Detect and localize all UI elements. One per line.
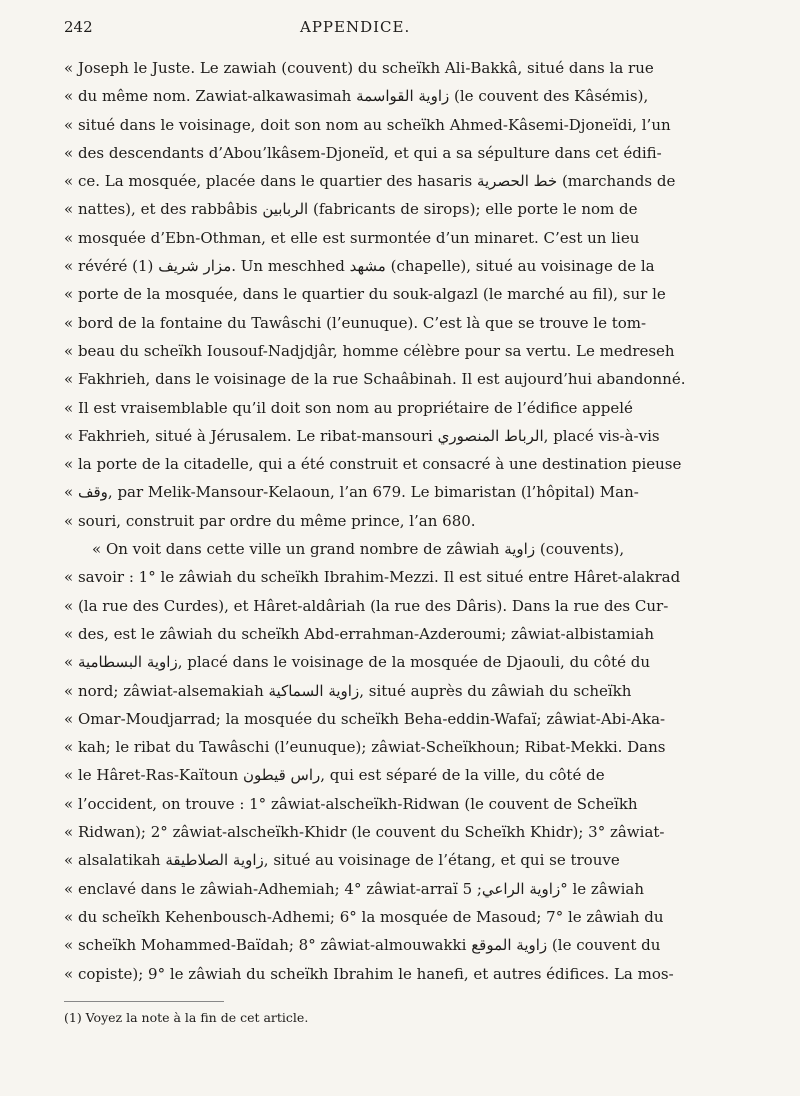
text-line: « beau du scheïkh Iousouf-Nadjdjâr, homme célèbre pour sa vertu. Le medreseh <box>64 341 675 360</box>
text-line: « bord de la fontaine du Tawâschi (l’eunuque). C’est là que se trouve le tom- <box>64 313 647 332</box>
text-line: « situé dans le voisinage, doit son nom au scheïkh Ahmed-Kâsemi-Djoneïdi, l’un <box>64 115 671 134</box>
text-line: « زاوية البسطامية, placé dans le voisinage de la mosquée de Djaouli, du côté du <box>64 653 650 672</box>
text-line: « l’occident, on trouve : 1° zâwiat-alscheïkh-Ridwan (le couvent de Scheïkh <box>64 794 638 813</box>
footnote-divider <box>64 1001 224 1002</box>
text-line: « des descendants d’Abou’lkâsem-Djoneïd, et qui a sa sépulture dans cet édifi- <box>64 143 662 162</box>
text-line: « Joseph le Juste. Le zawiah (couvent) du scheïkh Ali-Bakkâ, situé dans la rue <box>64 59 654 77</box>
text-line: « kah; le ribat du Tawâschi (l’eunuque); zâwiat-Scheïkhoun; Ribat-Mekki. Dans <box>64 738 666 757</box>
text-line: « وقف, par Melik-Mansour-Kelaoun, l’an 679. Le bimaristan (l’hôpital) Man- <box>64 483 639 502</box>
text-line: « Omar-Moudjarrad; la mosquée du scheïkh Beha-eddin-Wafaï; zâwiat-Abi-Aka- <box>64 709 666 728</box>
text-line: « mosquée d’Ebn-Othman, et elle est surmontée d’un minaret. C’est un lieu <box>64 228 640 247</box>
running-head: APPENDICE. <box>300 18 411 36</box>
text-line: « du scheïkh Kehenbousch-Adhemi; 6° la mosquée de Masoud; 7° le zâwiah du <box>64 907 664 926</box>
text-line: « le Hâret-Ras-Kaïtoun راس قيطون, qui est séparé de la ville, du côté de <box>64 766 605 785</box>
text-line: « scheïkh Mohammed-Baïdah; 8° zâwiat-almouwakki زاوية الموقع (le couvent du <box>64 936 661 955</box>
text-line: « nattes), et des rabbâbis الربابين (fabricants de sirops); elle porte le nom de <box>64 200 638 219</box>
body-text <box>64 54 754 988</box>
text-line: « savoir : 1° le zâwiah du scheïkh Ibrahim-Mezzi. Il est situé entre Hâret-alakrad <box>64 568 681 587</box>
text-line: « Ridwan); 2° zâwiat-alscheïkh-Khidr (le couvent du Scheïkh Khidr); 3° zâwiat- <box>64 823 665 842</box>
text-line: « alsalatikah زاوية الصلاطيقة, situé au voisinage de l’étang, et qui se trouve <box>64 851 620 870</box>
page-number: 242 <box>64 18 93 36</box>
text-line: « On voit dans cette ville un grand nombre de zâwiah زاوية (couvents), <box>92 540 625 559</box>
text-line: « des, est le zâwiah du scheïkh Abd-errahman-Azderoumi; zâwiat-albistamiah <box>64 624 655 643</box>
page-header <box>64 18 744 42</box>
text-line: « copiste); 9° le zâwiah du scheïkh Ibrahim le hanefi, et autres édifices. La mos- <box>64 964 674 983</box>
text-line: « révéré (1) مزار شريف. Un meschhed مشهد (chapelle), situé au voisinage de la <box>64 257 655 276</box>
footnote: (1) Voyez la note à la fin de cet article. <box>64 1010 309 1025</box>
text-line: « (la rue des Curdes), et Hâret-aldâriah (la rue des Dâris). Dans la rue des Cur- <box>64 596 669 615</box>
text-line: « souri, construit par ordre du même prince, l’an 680. <box>64 511 476 530</box>
text-line: « nord; zâwiat-alsemakiah زاوية السماكية, situé auprès du zâwiah du scheïkh <box>64 681 632 700</box>
text-line: « Fakhrieh, dans le voisinage de la rue Schaâbinah. Il est aujourd’hui abandonné. <box>64 370 686 389</box>
text-line: « ce. La mosquée, placée dans le quartier des hasaris خط الحصرية (marchands de <box>64 172 676 191</box>
text-line: « Fakhrieh, situé à Jérusalem. Le ribat-mansouri الرباط المنصوري, placé vis-à-vis <box>64 426 660 445</box>
text-line: « enclavé dans le zâwiah-Adhemiah; 4° zâwiat-arraï زاوية الراعي; 5° le zâwiah <box>64 879 645 898</box>
text-line: « la porte de la citadelle, qui a été construit et consacré à une destination pieuse <box>64 455 682 474</box>
text-line: « Il est vraisemblable qu’il doit son nom au propriétaire de l’édifice appelé <box>64 398 633 417</box>
text-line: « du même nom. Zawiat-alkawasimah زاوية القواسمة (le couvent des Kâsémis), <box>64 87 649 106</box>
text-line: « porte de la mosquée, dans le quartier du souk-algazl (le marché au fil), sur le <box>64 285 666 304</box>
